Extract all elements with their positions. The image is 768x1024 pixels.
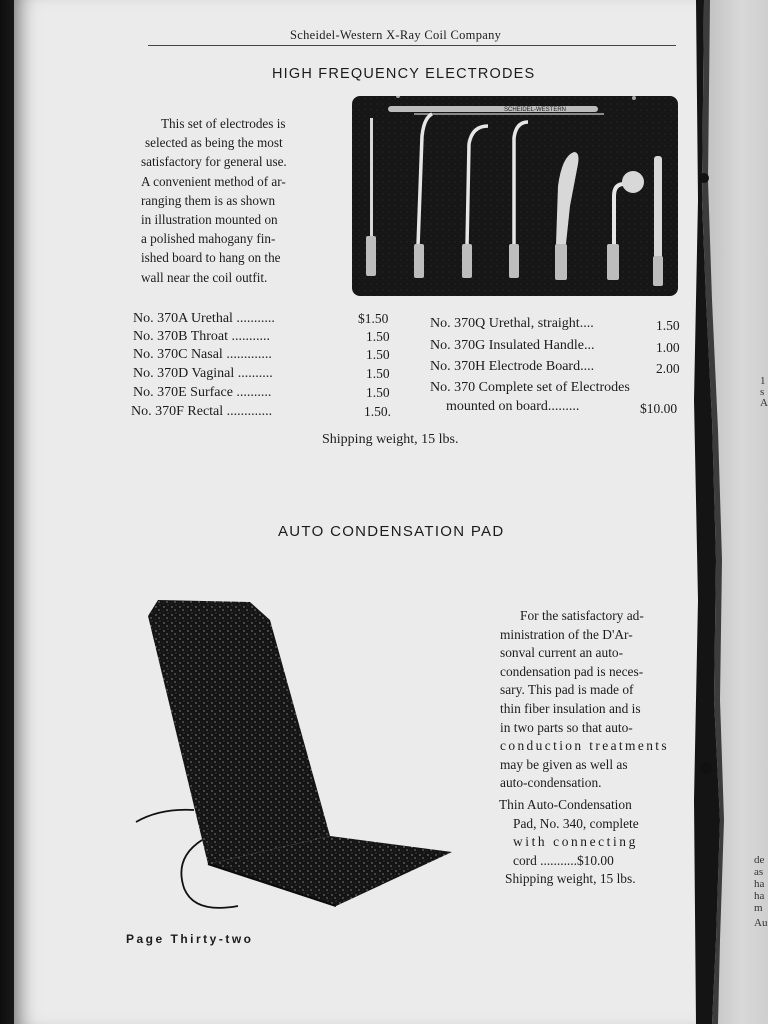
description-line: For the satisfactory ad- [520,608,644,623]
electrodes-shipping-weight: Shipping weight, 15 lbs. [322,432,459,447]
product-line: cord ...........$10.00 [513,852,614,868]
description-line: in illustration mounted on [141,212,278,228]
price-list-item: mounted on board......... [446,399,580,414]
price-list-item: No. 370Q Urethal, straight.... [430,316,594,331]
description-line: selected as being the most [145,135,283,151]
price-value: 1.50. [364,404,391,419]
price-value: 1.00 [656,340,680,355]
page-number: Page Thirty-two [126,932,254,946]
price-value: 2.00 [656,361,680,376]
price-value: 1.50 [366,366,390,381]
price-list-item: No. 370H Electrode Board.... [430,359,595,374]
description-line: This set of electrodes is [161,116,286,131]
electrodes-board-photo [352,96,678,296]
description-line: ministration of the D'Ar- [500,626,633,642]
board-label: SCHEIDEL-WESTERN [504,107,567,113]
next-page-fragment: A [760,397,768,409]
running-header: Scheidel-Western X-Ray Coil Company [290,28,502,42]
price-list-item: No. 370G Insulated Handle... [430,338,595,353]
next-page-fragment: as [754,866,764,878]
next-page-fragment: ha [754,878,765,890]
page-gutter-shadow [690,0,726,1024]
section-title-pad: AUTO CONDENSATION PAD [278,523,505,540]
header-rule [148,45,676,46]
condensation-pad-illustration [130,596,470,916]
pad-product-info [499,796,679,889]
description-line: sary. This pad is made of [500,682,634,698]
description-line: wall near the coil outfit. [141,269,268,285]
pad-description [500,607,680,793]
description-line: in two parts so that auto- [500,719,633,735]
price-list-item: No. 370E Surface .......... [133,385,272,400]
next-page-fragment: ha [754,890,765,902]
price-list-item: No. 370 Complete set of Electrodes [430,380,630,395]
product-line: with connecting [513,834,638,850]
product-line: Shipping weight, 15 lbs. [505,871,636,887]
price-list-item: No. 370F Rectal ............. [131,404,273,419]
price-value: 1.50 [366,347,390,362]
description-line: satisfactory for general use. [141,154,287,170]
next-page-fragment: Au [754,917,768,929]
price-value: 1.50 [656,318,680,333]
description-line: conduction treatments [500,738,670,754]
description-line: may be given as well as [500,756,628,772]
product-line: Pad, No. 340, complete [513,815,639,831]
description-line: A convenient method of ar- [141,173,286,189]
description-line: thin fiber insulation and is [500,700,641,716]
description-line: condensation pad is neces- [500,663,644,679]
price-list-item: No. 370A Urethal ........... [133,311,275,326]
price-value: $10.00 [640,401,678,416]
price-list-item: No. 370C Nasal ............. [133,347,272,362]
price-value: 1.50 [366,385,390,400]
section-title-electrodes: HIGH FREQUENCY ELECTRODES [272,66,536,82]
description-line: ished board to hang on the [141,250,281,266]
description-line: sonval current an auto- [500,645,624,661]
next-page-fragment: 1 [760,375,766,387]
next-page-fragment: s [760,386,765,398]
product-line: Thin Auto-Condensation [499,797,632,812]
price-list-item: No. 370B Throat ........... [133,329,271,344]
description-line: auto-condensation. [500,775,602,791]
price-value: $1.50 [358,311,389,326]
price-value: 1.50 [366,329,390,344]
description-line: ranging them is as shown [141,192,276,208]
next-page-fragment: de [754,854,765,866]
price-list-item: No. 370D Vaginal .......... [133,366,273,381]
next-page-fragment: m [754,902,763,914]
description-line: a polished mahogany fin- [141,231,276,247]
electrodes-description [141,114,333,287]
